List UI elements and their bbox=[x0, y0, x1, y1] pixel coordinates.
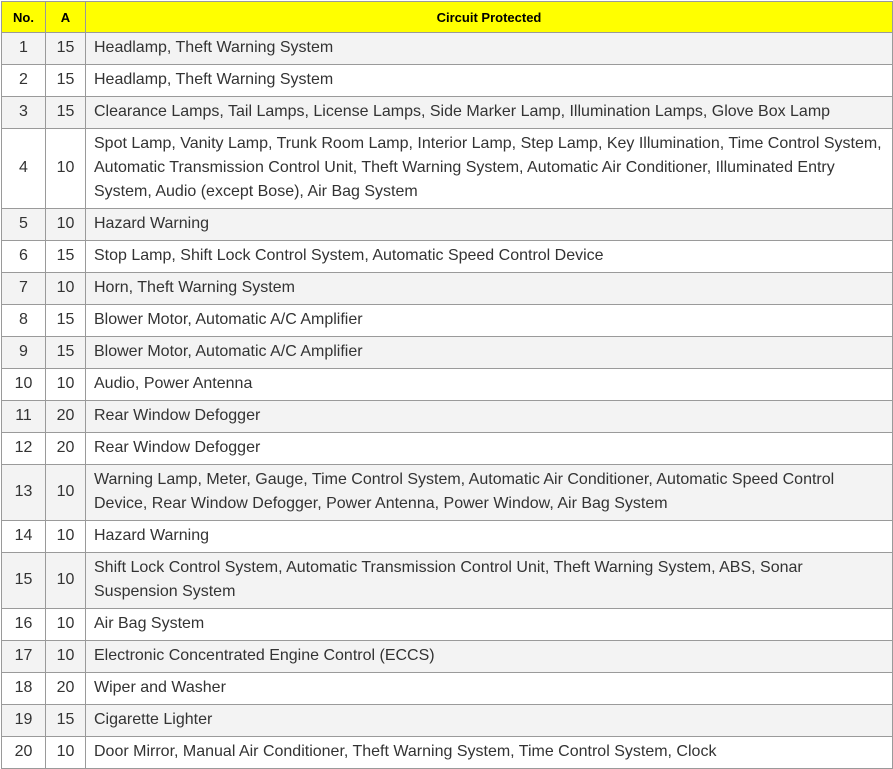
circuit-protected: Horn, Theft Warning System bbox=[86, 273, 893, 305]
fuse-number: 2 bbox=[2, 65, 46, 97]
table-row bbox=[2, 129, 893, 209]
fuse-amperage: 15 bbox=[46, 65, 86, 97]
table-row bbox=[2, 209, 893, 241]
circuit-protected: Electronic Concentrated Engine Control (ECCS) bbox=[86, 641, 893, 673]
fuse-number: 1 bbox=[2, 33, 46, 65]
table-row bbox=[2, 737, 893, 769]
table-row bbox=[2, 465, 893, 521]
header-circuit: Circuit Protected bbox=[86, 2, 893, 33]
circuit-protected: Spot Lamp, Vanity Lamp, Trunk Room Lamp, Interior Lamp, Step Lamp, Key Illumination, Time Control System, Automatic Transmission Control Unit, Theft Warning System, Automatic Air Conditioner, Illuminated Entry System, Audio (except Bose), Air Bag System bbox=[86, 129, 893, 209]
fuse-amperage: 10 bbox=[46, 129, 86, 209]
fuse-number: 12 bbox=[2, 433, 46, 465]
fuse-number: 20 bbox=[2, 737, 46, 769]
table-row bbox=[2, 705, 893, 737]
fuse-number: 17 bbox=[2, 641, 46, 673]
fuse-amperage: 15 bbox=[46, 33, 86, 65]
circuit-protected: Door Mirror, Manual Air Conditioner, Theft Warning System, Time Control System, Clock bbox=[86, 737, 893, 769]
fuse-number: 5 bbox=[2, 209, 46, 241]
circuit-protected: Cigarette Lighter bbox=[86, 705, 893, 737]
table-row bbox=[2, 305, 893, 337]
table-row bbox=[2, 553, 893, 609]
circuit-protected: Warning Lamp, Meter, Gauge, Time Control System, Automatic Air Conditioner, Automatic Speed Control Device, Rear Window Defogger, Power Antenna, Power Window, Air Bag System bbox=[86, 465, 893, 521]
fuse-number: 11 bbox=[2, 401, 46, 433]
table-row bbox=[2, 401, 893, 433]
fuse-number: 14 bbox=[2, 521, 46, 553]
table-row bbox=[2, 337, 893, 369]
circuit-protected: Clearance Lamps, Tail Lamps, License Lamps, Side Marker Lamp, Illumination Lamps, Glove Box Lamp bbox=[86, 97, 893, 129]
table-row bbox=[2, 33, 893, 65]
header-amp: A bbox=[46, 2, 86, 33]
table-header bbox=[2, 2, 893, 33]
header-row bbox=[2, 2, 893, 33]
circuit-protected: Blower Motor, Automatic A/C Amplifier bbox=[86, 337, 893, 369]
fuse-number: 16 bbox=[2, 609, 46, 641]
fuse-number: 6 bbox=[2, 241, 46, 273]
table-row bbox=[2, 273, 893, 305]
fuse-number: 18 bbox=[2, 673, 46, 705]
fuse-number: 19 bbox=[2, 705, 46, 737]
circuit-protected: Rear Window Defogger bbox=[86, 401, 893, 433]
table-row bbox=[2, 609, 893, 641]
circuit-protected: Headlamp, Theft Warning System bbox=[86, 65, 893, 97]
fuse-number: 8 bbox=[2, 305, 46, 337]
fuse-amperage: 10 bbox=[46, 369, 86, 401]
fuse-number: 10 bbox=[2, 369, 46, 401]
fuse-amperage: 10 bbox=[46, 553, 86, 609]
fuse-amperage: 20 bbox=[46, 401, 86, 433]
header-no: No. bbox=[2, 2, 46, 33]
fuse-number: 3 bbox=[2, 97, 46, 129]
circuit-protected: Blower Motor, Automatic A/C Amplifier bbox=[86, 305, 893, 337]
table-row bbox=[2, 241, 893, 273]
table-row bbox=[2, 433, 893, 465]
circuit-protected: Hazard Warning bbox=[86, 521, 893, 553]
circuit-protected: Hazard Warning bbox=[86, 209, 893, 241]
circuit-protected: Air Bag System bbox=[86, 609, 893, 641]
fuse-amperage: 10 bbox=[46, 521, 86, 553]
fuse-number: 15 bbox=[2, 553, 46, 609]
fuse-number: 4 bbox=[2, 129, 46, 209]
fuse-amperage: 20 bbox=[46, 673, 86, 705]
circuit-protected: Rear Window Defogger bbox=[86, 433, 893, 465]
fuse-amperage: 10 bbox=[46, 465, 86, 521]
circuit-protected: Headlamp, Theft Warning System bbox=[86, 33, 893, 65]
fuse-amperage: 10 bbox=[46, 273, 86, 305]
fuse-number: 9 bbox=[2, 337, 46, 369]
table-body bbox=[2, 33, 893, 769]
circuit-protected: Shift Lock Control System, Automatic Transmission Control Unit, Theft Warning System, ABS, Sonar Suspension System bbox=[86, 553, 893, 609]
fuse-amperage: 15 bbox=[46, 241, 86, 273]
circuit-protected: Audio, Power Antenna bbox=[86, 369, 893, 401]
table-row bbox=[2, 521, 893, 553]
fuse-number: 7 bbox=[2, 273, 46, 305]
fuse-amperage: 10 bbox=[46, 209, 86, 241]
fuse-amperage: 10 bbox=[46, 737, 86, 769]
table-row bbox=[2, 641, 893, 673]
fuse-amperage: 10 bbox=[46, 609, 86, 641]
table-row bbox=[2, 97, 893, 129]
circuit-protected: Stop Lamp, Shift Lock Control System, Automatic Speed Control Device bbox=[86, 241, 893, 273]
fuse-amperage: 20 bbox=[46, 433, 86, 465]
table-row bbox=[2, 673, 893, 705]
fuse-table bbox=[1, 1, 893, 769]
table-row bbox=[2, 369, 893, 401]
circuit-protected: Wiper and Washer bbox=[86, 673, 893, 705]
fuse-amperage: 15 bbox=[46, 337, 86, 369]
fuse-amperage: 15 bbox=[46, 97, 86, 129]
fuse-amperage: 15 bbox=[46, 305, 86, 337]
fuse-amperage: 15 bbox=[46, 705, 86, 737]
fuse-number: 13 bbox=[2, 465, 46, 521]
table-row bbox=[2, 65, 893, 97]
fuse-amperage: 10 bbox=[46, 641, 86, 673]
